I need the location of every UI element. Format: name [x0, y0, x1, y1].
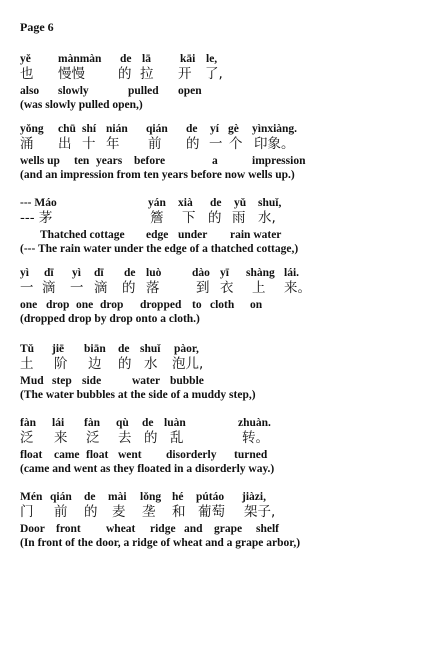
gloss-line	[20, 522, 420, 536]
pinyin-word: de	[118, 343, 130, 355]
pinyin-word: le,	[206, 53, 218, 65]
translation-text: (The water bubbles at the side of a muddy step,)	[20, 389, 256, 401]
translation-line	[20, 168, 420, 182]
hanzi-word: 转。	[242, 430, 269, 446]
pinyin-word: pútáo	[196, 491, 225, 503]
hanzi-word: 个	[229, 136, 243, 152]
stanza-7	[20, 490, 420, 550]
translation-text: (and an impression from ten years before now wells up.)	[20, 169, 295, 181]
pinyin-word: zhuàn.	[238, 417, 271, 429]
pinyin-word: dī	[44, 267, 54, 279]
gloss-word: came	[54, 449, 80, 461]
hanzi-word: 一	[70, 280, 84, 296]
gloss-word: drop	[46, 299, 70, 311]
hanzi-line	[20, 281, 420, 298]
pinyin-word: jiàzi,	[242, 491, 266, 503]
hanzi-word: 乱	[170, 430, 184, 446]
hanzi-word: 泛	[86, 430, 100, 446]
gloss-word: wells up	[20, 155, 60, 167]
gloss-word: grape	[214, 523, 243, 535]
hanzi-word: 去	[118, 430, 132, 446]
pinyin-word: jiē	[52, 343, 65, 355]
hanzi-word: --- 茅	[20, 210, 53, 226]
hanzi-word: 印象。	[254, 136, 295, 152]
stanza-6	[20, 416, 420, 476]
hanzi-line	[20, 357, 420, 374]
hanzi-word: 边	[88, 356, 102, 372]
hanzi-word: 架子,	[244, 504, 276, 520]
pinyin-word: fàn	[84, 417, 100, 429]
pinyin-word: lái.	[284, 267, 300, 279]
gloss-word: turned	[234, 449, 268, 461]
hanzi-word: 出	[58, 136, 72, 152]
gloss-line	[20, 154, 420, 168]
hanzi-word: 的	[84, 504, 98, 520]
gloss-word: rain water	[230, 229, 282, 241]
gloss-word: float	[20, 449, 43, 461]
pinyin-word: gè	[228, 123, 239, 135]
pinyin-word: de	[120, 53, 132, 65]
gloss-word: and	[184, 523, 203, 535]
hanzi-word: 来	[54, 430, 68, 446]
hanzi-word: 到	[196, 280, 210, 296]
gloss-word: slowly	[58, 85, 89, 97]
stanza-1	[20, 52, 420, 112]
gloss-word: a	[212, 155, 218, 167]
pinyin-word: shuǐ,	[258, 197, 282, 209]
hanzi-line	[20, 137, 420, 154]
pinyin-word: fàn	[20, 417, 36, 429]
gloss-word: under	[178, 229, 208, 241]
gloss-word: one	[20, 299, 38, 311]
hanzi-word: 开	[178, 66, 192, 82]
gloss-word: Mud	[20, 375, 44, 387]
translation-line	[20, 388, 420, 402]
hanzi-word: 泛	[20, 430, 34, 446]
hanzi-word: 衣	[220, 280, 234, 296]
hanzi-word: 麦	[112, 504, 126, 520]
pinyin-word: hé	[172, 491, 184, 503]
pinyin-word: lǒng	[140, 491, 162, 503]
pinyin-word: Tǔ	[20, 343, 35, 355]
hanzi-word: 十	[82, 136, 96, 152]
hanzi-word: 雨	[232, 210, 246, 226]
hanzi-word: 水,	[258, 210, 276, 226]
gloss-line	[20, 228, 420, 242]
pinyin-word: yì	[72, 267, 81, 279]
pinyin-word: kāi	[180, 53, 196, 65]
gloss-word: impression	[252, 155, 306, 167]
gloss-word: disorderly	[166, 449, 217, 461]
gloss-word: also	[20, 85, 40, 97]
pinyin-line	[20, 266, 420, 281]
pinyin-line	[20, 122, 420, 137]
pinyin-word: dī	[94, 267, 104, 279]
translation-text: (--- The rain water under the edge of a thatched cottage,)	[20, 243, 299, 255]
gloss-word: Door	[20, 523, 45, 535]
pinyin-word: mànmàn	[58, 53, 102, 65]
hanzi-word: 泡儿,	[172, 356, 204, 372]
hanzi-line	[20, 505, 420, 522]
pinyin-line	[20, 342, 420, 357]
gloss-word: step	[52, 375, 72, 387]
hanzi-word: 的	[122, 280, 136, 296]
pinyin-word: yǔ	[234, 197, 247, 209]
pinyin-word: yí	[210, 123, 219, 135]
gloss-word: to	[192, 299, 202, 311]
pinyin-line	[20, 196, 420, 211]
pinyin-word: shuǐ	[140, 343, 161, 355]
translation-line	[20, 242, 420, 256]
hanzi-word: 拉	[140, 66, 154, 82]
hanzi-word: 水	[144, 356, 158, 372]
gloss-word: ridge	[150, 523, 176, 535]
pinyin-word: qián	[146, 123, 168, 135]
hanzi-word: 的	[118, 356, 132, 372]
pinyin-word: xià	[178, 197, 193, 209]
hanzi-line	[20, 431, 420, 448]
hanzi-word: 滴	[94, 280, 108, 296]
hanzi-word: 前	[148, 136, 162, 152]
pinyin-line	[20, 416, 420, 431]
hanzi-word: 葡萄	[198, 504, 225, 520]
pinyin-line	[20, 52, 420, 67]
pinyin-word: shí	[82, 123, 97, 135]
page-label: Page 6	[20, 20, 54, 34]
pinyin-word: de	[210, 197, 222, 209]
pinyin-word: qù	[116, 417, 129, 429]
gloss-word: wheat	[106, 523, 136, 535]
stanza-2	[20, 122, 420, 182]
translation-text: (dropped drop by drop onto a cloth.)	[20, 313, 200, 325]
gloss-word: pulled	[128, 85, 159, 97]
gloss-line	[20, 448, 420, 462]
hanzi-word: 门	[20, 504, 34, 520]
pinyin-word: de	[84, 491, 96, 503]
pinyin-word: pàor,	[174, 343, 199, 355]
gloss-word: edge	[146, 229, 169, 241]
gloss-word: float	[86, 449, 109, 461]
hanzi-word: 上	[252, 280, 266, 296]
hanzi-word: 年	[106, 136, 120, 152]
pinyin-word: nián	[106, 123, 128, 135]
gloss-word: ten	[74, 155, 90, 167]
hanzi-word: 一	[20, 280, 34, 296]
pinyin-word: yī	[220, 267, 229, 279]
gloss-word: cloth	[210, 299, 235, 311]
translation-line	[20, 536, 420, 550]
translation-line	[20, 98, 420, 112]
hanzi-word: 前	[54, 504, 68, 520]
hanzi-word: 落	[146, 280, 160, 296]
gloss-word: open	[178, 85, 202, 97]
pinyin-word: --- Máo	[20, 197, 57, 209]
gloss-word: before	[134, 155, 166, 167]
pinyin-line	[20, 490, 420, 505]
gloss-line	[20, 84, 420, 98]
pinyin-word: lái	[52, 417, 65, 429]
hanzi-word: 慢慢	[58, 66, 85, 82]
pinyin-word: Mén	[20, 491, 43, 503]
hanzi-word: 的	[186, 136, 200, 152]
stanza-3	[20, 196, 420, 256]
stanza-5	[20, 342, 420, 402]
hanzi-word: 了,	[205, 66, 223, 82]
gloss-word: bubble	[170, 375, 204, 387]
pinyin-word: chū	[58, 123, 76, 135]
translation-line	[20, 312, 420, 326]
translation-text: (In front of the door, a ridge of wheat and a grape arbor,)	[20, 537, 301, 549]
gloss-word: years	[96, 155, 123, 167]
stanza-4	[20, 266, 420, 326]
hanzi-word: 一	[209, 136, 223, 152]
hanzi-line	[20, 67, 420, 84]
pinyin-word: shàng	[246, 267, 275, 279]
pinyin-word: de	[142, 417, 154, 429]
pinyin-word: luàn	[164, 417, 186, 429]
gloss-word: Thatched cottage	[40, 229, 125, 241]
gloss-line	[20, 374, 420, 388]
gloss-word: went	[118, 449, 142, 461]
pinyin-word: yán	[148, 197, 166, 209]
pinyin-word: yì	[20, 267, 29, 279]
hanzi-word: 的	[144, 430, 158, 446]
pinyin-word: lā	[142, 53, 151, 65]
gloss-word: drop	[100, 299, 124, 311]
pinyin-word: mài	[108, 491, 127, 503]
pinyin-word: yǒng	[20, 123, 44, 135]
gloss-line	[20, 298, 420, 312]
hanzi-word: 的	[118, 66, 132, 82]
gloss-word: one	[76, 299, 94, 311]
hanzi-word: 涌	[20, 136, 34, 152]
gloss-word: dropped	[140, 299, 182, 311]
translation-line	[20, 462, 420, 476]
pinyin-word: de	[124, 267, 136, 279]
hanzi-word: 也	[20, 66, 34, 82]
hanzi-word: 簷	[150, 210, 164, 226]
gloss-word: front	[56, 523, 81, 535]
gloss-word: side	[82, 375, 102, 387]
pinyin-word: qián	[50, 491, 72, 503]
gloss-word: water	[132, 375, 161, 387]
hanzi-word: 下	[182, 210, 196, 226]
pinyin-word: yě	[20, 53, 31, 65]
hanzi-word: 滴	[42, 280, 56, 296]
pinyin-word: dào	[192, 267, 210, 279]
hanzi-word: 来。	[284, 280, 311, 296]
hanzi-word: 土	[20, 356, 34, 372]
hanzi-word: 垄	[142, 504, 156, 520]
translation-text: (was slowly pulled open,)	[20, 99, 143, 111]
pinyin-word: luò	[146, 267, 162, 279]
gloss-word: shelf	[256, 523, 279, 535]
hanzi-word: 和	[172, 504, 186, 520]
pinyin-word: yìnxiàng.	[252, 123, 298, 135]
hanzi-word: 的	[208, 210, 222, 226]
translation-text: (came and went as they floated in a disorderly way.)	[20, 463, 275, 475]
hanzi-word: 阶	[54, 356, 68, 372]
pinyin-word: biān	[84, 343, 106, 355]
hanzi-line	[20, 211, 420, 228]
gloss-word: on	[250, 299, 263, 311]
pinyin-word: de	[186, 123, 198, 135]
